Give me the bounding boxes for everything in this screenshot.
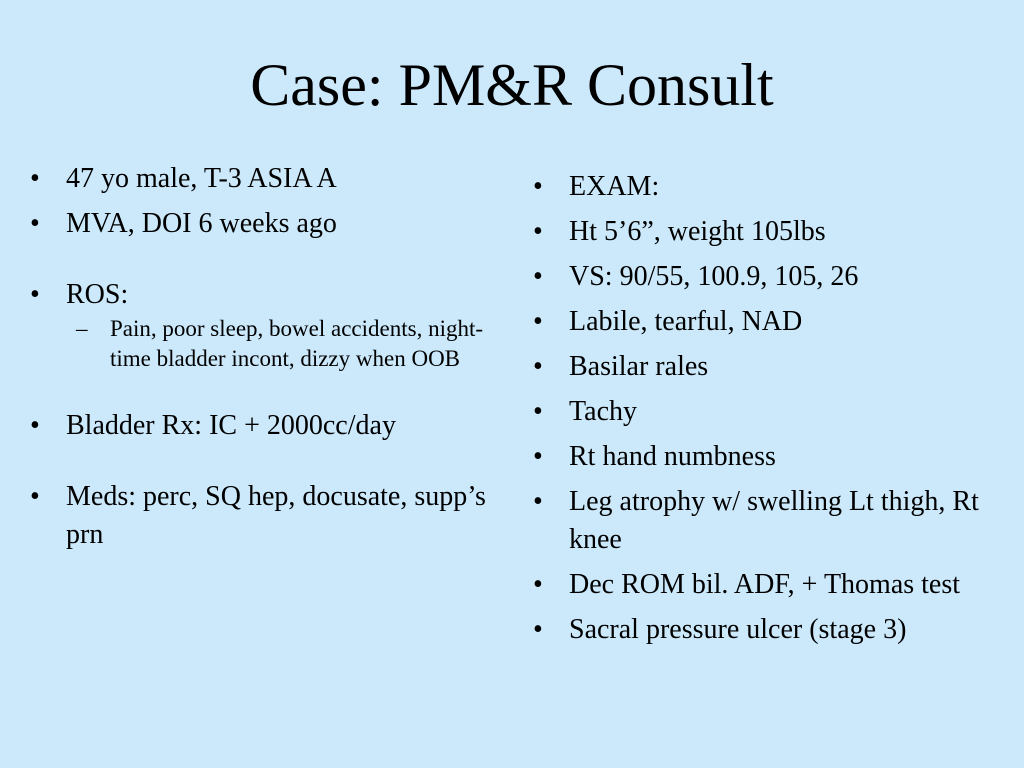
bullet-text: Bladder Rx: IC + 2000cc/day: [66, 410, 396, 441]
bullet-icon: •: [533, 486, 543, 517]
bullet-icon: •: [533, 216, 543, 247]
bullet-icon: •: [533, 614, 543, 645]
bullet-text: Dec ROM bil. ADF, + Thomas test: [569, 569, 961, 600]
bullet-item-vital-signs: [533, 258, 1003, 296]
bullet-icon: •: [30, 163, 40, 194]
bullet-icon: •: [30, 208, 40, 239]
bullet-item-ros: [30, 276, 490, 374]
bullet-icon: •: [30, 279, 40, 310]
bullet-text: Sacral pressure ulcer (stage 3): [569, 614, 907, 645]
bullet-text: Labile, tearful, NAD: [569, 306, 803, 337]
bullet-text: ROS:: [66, 279, 129, 310]
bullet-text: Meds: perc, SQ hep, docusate, supp’s prn: [66, 481, 486, 550]
bullet-text: MVA, DOI 6 weeks ago: [66, 208, 337, 239]
bullet-text: Basilar rales: [569, 351, 709, 382]
bullet-text: VS: 90/55, 100.9, 105, 26: [569, 261, 859, 292]
bullet-icon: •: [533, 441, 543, 472]
bullet-icon: •: [533, 396, 543, 427]
bullet-item-injury: [30, 205, 490, 243]
dash-bullet-icon: –: [76, 316, 88, 341]
right-bullet-list: [533, 168, 1003, 656]
bullet-item-bladder-rx: [30, 407, 490, 445]
sub-bullet-item-ros-symptoms: [66, 314, 490, 374]
bullet-item-leg-atrophy: [533, 483, 1003, 559]
left-bullet-list: [30, 160, 490, 561]
bullet-text: Tachy: [569, 396, 638, 427]
bullet-item-heart-rate: [533, 393, 1003, 431]
bullet-text: EXAM:: [569, 171, 660, 202]
slide-title: Case: PM&R Consult: [250, 52, 774, 118]
bullet-item-exam: [533, 168, 1003, 206]
bullet-icon: •: [30, 410, 40, 441]
sub-bullet-text: Pain, poor sleep, bowel accidents, night-time bladder incont, dizzy when OOB: [110, 316, 484, 371]
bullet-icon: •: [30, 481, 40, 512]
bullet-item-meds: [30, 478, 490, 554]
bullet-item-hand-numbness: [533, 438, 1003, 476]
bullet-icon: •: [533, 569, 543, 600]
bullet-text: Leg atrophy w/ swelling Lt thigh, Rt knee: [569, 486, 979, 555]
bullet-item-lungs: [533, 348, 1003, 386]
bullet-icon: •: [533, 261, 543, 292]
bullet-text: Rt hand numbness: [569, 441, 776, 472]
bullet-icon: •: [533, 351, 543, 382]
bullet-item-height-weight: [533, 213, 1003, 251]
bullet-item-rom: [533, 566, 1003, 604]
bullet-icon: •: [533, 171, 543, 202]
bullet-item-affect: [533, 303, 1003, 341]
bullet-text: 47 yo male, T-3 ASIA A: [66, 163, 337, 194]
bullet-icon: •: [533, 306, 543, 337]
bullet-text: Ht 5’6”, weight 105lbs: [569, 216, 826, 247]
ros-sub-list: [66, 314, 490, 374]
bullet-item-patient-summary: [30, 160, 490, 198]
bullet-item-pressure-ulcer: [533, 611, 1003, 649]
